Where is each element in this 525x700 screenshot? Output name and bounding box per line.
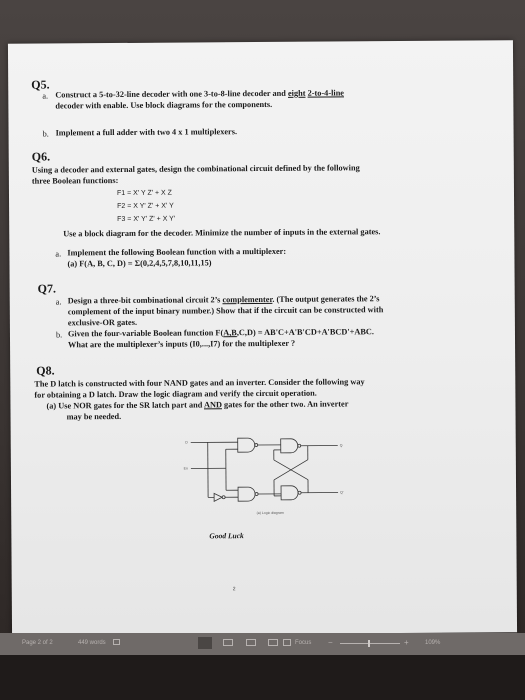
zoom-in-button[interactable]: + bbox=[404, 638, 409, 647]
draft-view-icon[interactable] bbox=[268, 639, 278, 646]
q6-use-line: Use a block diagram for the decoder. Minimize the number of inputs in the external gates. bbox=[63, 227, 381, 239]
d-latch-diagram bbox=[166, 421, 367, 522]
q7-a-marker: a. bbox=[55, 297, 62, 307]
zoom-level[interactable]: 109% bbox=[425, 640, 441, 646]
q7-a-line2: complement of the input binary number.) Show that if the circuit can be constructed with bbox=[67, 305, 384, 317]
q8-line1: The D latch is constructed with four NAND gates and an inverter. Consider the following way bbox=[34, 377, 365, 389]
q6-line2: three Boolean functions: bbox=[31, 176, 119, 186]
page-number: 2 bbox=[232, 586, 236, 593]
q6-line1: Using a decoder and external gates, design the combinational circuit defined by the following bbox=[31, 163, 360, 175]
q5-eight-word: eight bbox=[287, 88, 306, 98]
q8-line2: for obtaining a D latch. Draw the logic diagram and verify the circuit operation. bbox=[34, 388, 317, 400]
zoom-slider-thumb[interactable] bbox=[368, 640, 370, 647]
q6-a-marker: a. bbox=[55, 249, 62, 259]
q7-a-line3: exclusive-OR gates. bbox=[67, 317, 138, 328]
q7-title: Q7. bbox=[37, 281, 57, 296]
q6-f2: F2 = X Y' Z' + X' Y bbox=[117, 202, 174, 211]
read-mode-icon[interactable] bbox=[198, 637, 212, 649]
status-bar bbox=[0, 633, 525, 655]
closing-text: Good Luck bbox=[209, 531, 244, 541]
print-layout-icon[interactable] bbox=[223, 639, 233, 646]
q5-b-marker: b. bbox=[42, 129, 49, 139]
q7-b-line2: What are the multiplexer’s inputs (I0,...,I7) for the multiplexer ? bbox=[68, 338, 296, 350]
focus-icon[interactable] bbox=[283, 639, 291, 646]
q6-f1: F1 = X' Y Z' + X Z bbox=[116, 189, 172, 198]
document-page bbox=[8, 40, 517, 636]
diagram-label-q: Q bbox=[339, 443, 343, 448]
q6-a-line1: Implement the following Boolean function with a multiplexer: bbox=[67, 246, 287, 258]
diagram-label-d: D bbox=[185, 440, 188, 445]
q5-a-line1: Construct a 5-to-32-line decoder with one 3-to-8-line decoder and eight 2-to-4-line bbox=[55, 88, 345, 100]
q6-title: Q6. bbox=[31, 149, 51, 164]
q7-b-line1: Given the four-variable Boolean function F(A,B,C,D) = AB'C+A'B'CD+A'BCD'+ABC. bbox=[67, 327, 375, 339]
q5-a-marker: a. bbox=[42, 91, 49, 101]
proofing-icon[interactable] bbox=[113, 639, 120, 645]
q6-a-line2: (a) F(A, B, C, D) = Σ(0,2,4,5,7,8,10,11,15) bbox=[67, 258, 212, 269]
word-count[interactable]: 449 words bbox=[78, 640, 106, 646]
q5-title: Q5. bbox=[31, 77, 50, 92]
q7-b-marker: b. bbox=[55, 330, 63, 340]
q5-a-line2: decoder with enable. Use block diagrams for the components. bbox=[55, 99, 273, 111]
q8-line4: may be needed. bbox=[66, 411, 122, 422]
q6-f3: F3 = X' Y' Z' + X Y' bbox=[117, 215, 176, 224]
page-indicator[interactable]: Page 2 of 2 bbox=[22, 640, 53, 646]
focus-button[interactable]: Focus bbox=[295, 640, 312, 646]
zoom-slider-track[interactable] bbox=[340, 643, 400, 644]
diagram-label-qbar: Q' bbox=[340, 490, 344, 495]
diagram-caption: (a) Logic diagram bbox=[256, 510, 284, 516]
q7-a-line1: Design a three-bit combinational circuit 2’s complementer. (The output generates the 2’s bbox=[67, 294, 380, 306]
diagram-label-en: En bbox=[183, 466, 188, 471]
outline-view-icon[interactable] bbox=[246, 639, 256, 646]
q8-title: Q8. bbox=[36, 363, 55, 378]
q8-line3: (a) Use NOR gates for the SR latch part and AND gates for the other two. An inverter bbox=[46, 399, 349, 411]
q5-b-text: Implement a full adder with two 4 x 1 multiplexers. bbox=[55, 127, 238, 138]
zoom-out-button[interactable]: − bbox=[328, 638, 333, 647]
desk-foreground bbox=[0, 655, 525, 700]
